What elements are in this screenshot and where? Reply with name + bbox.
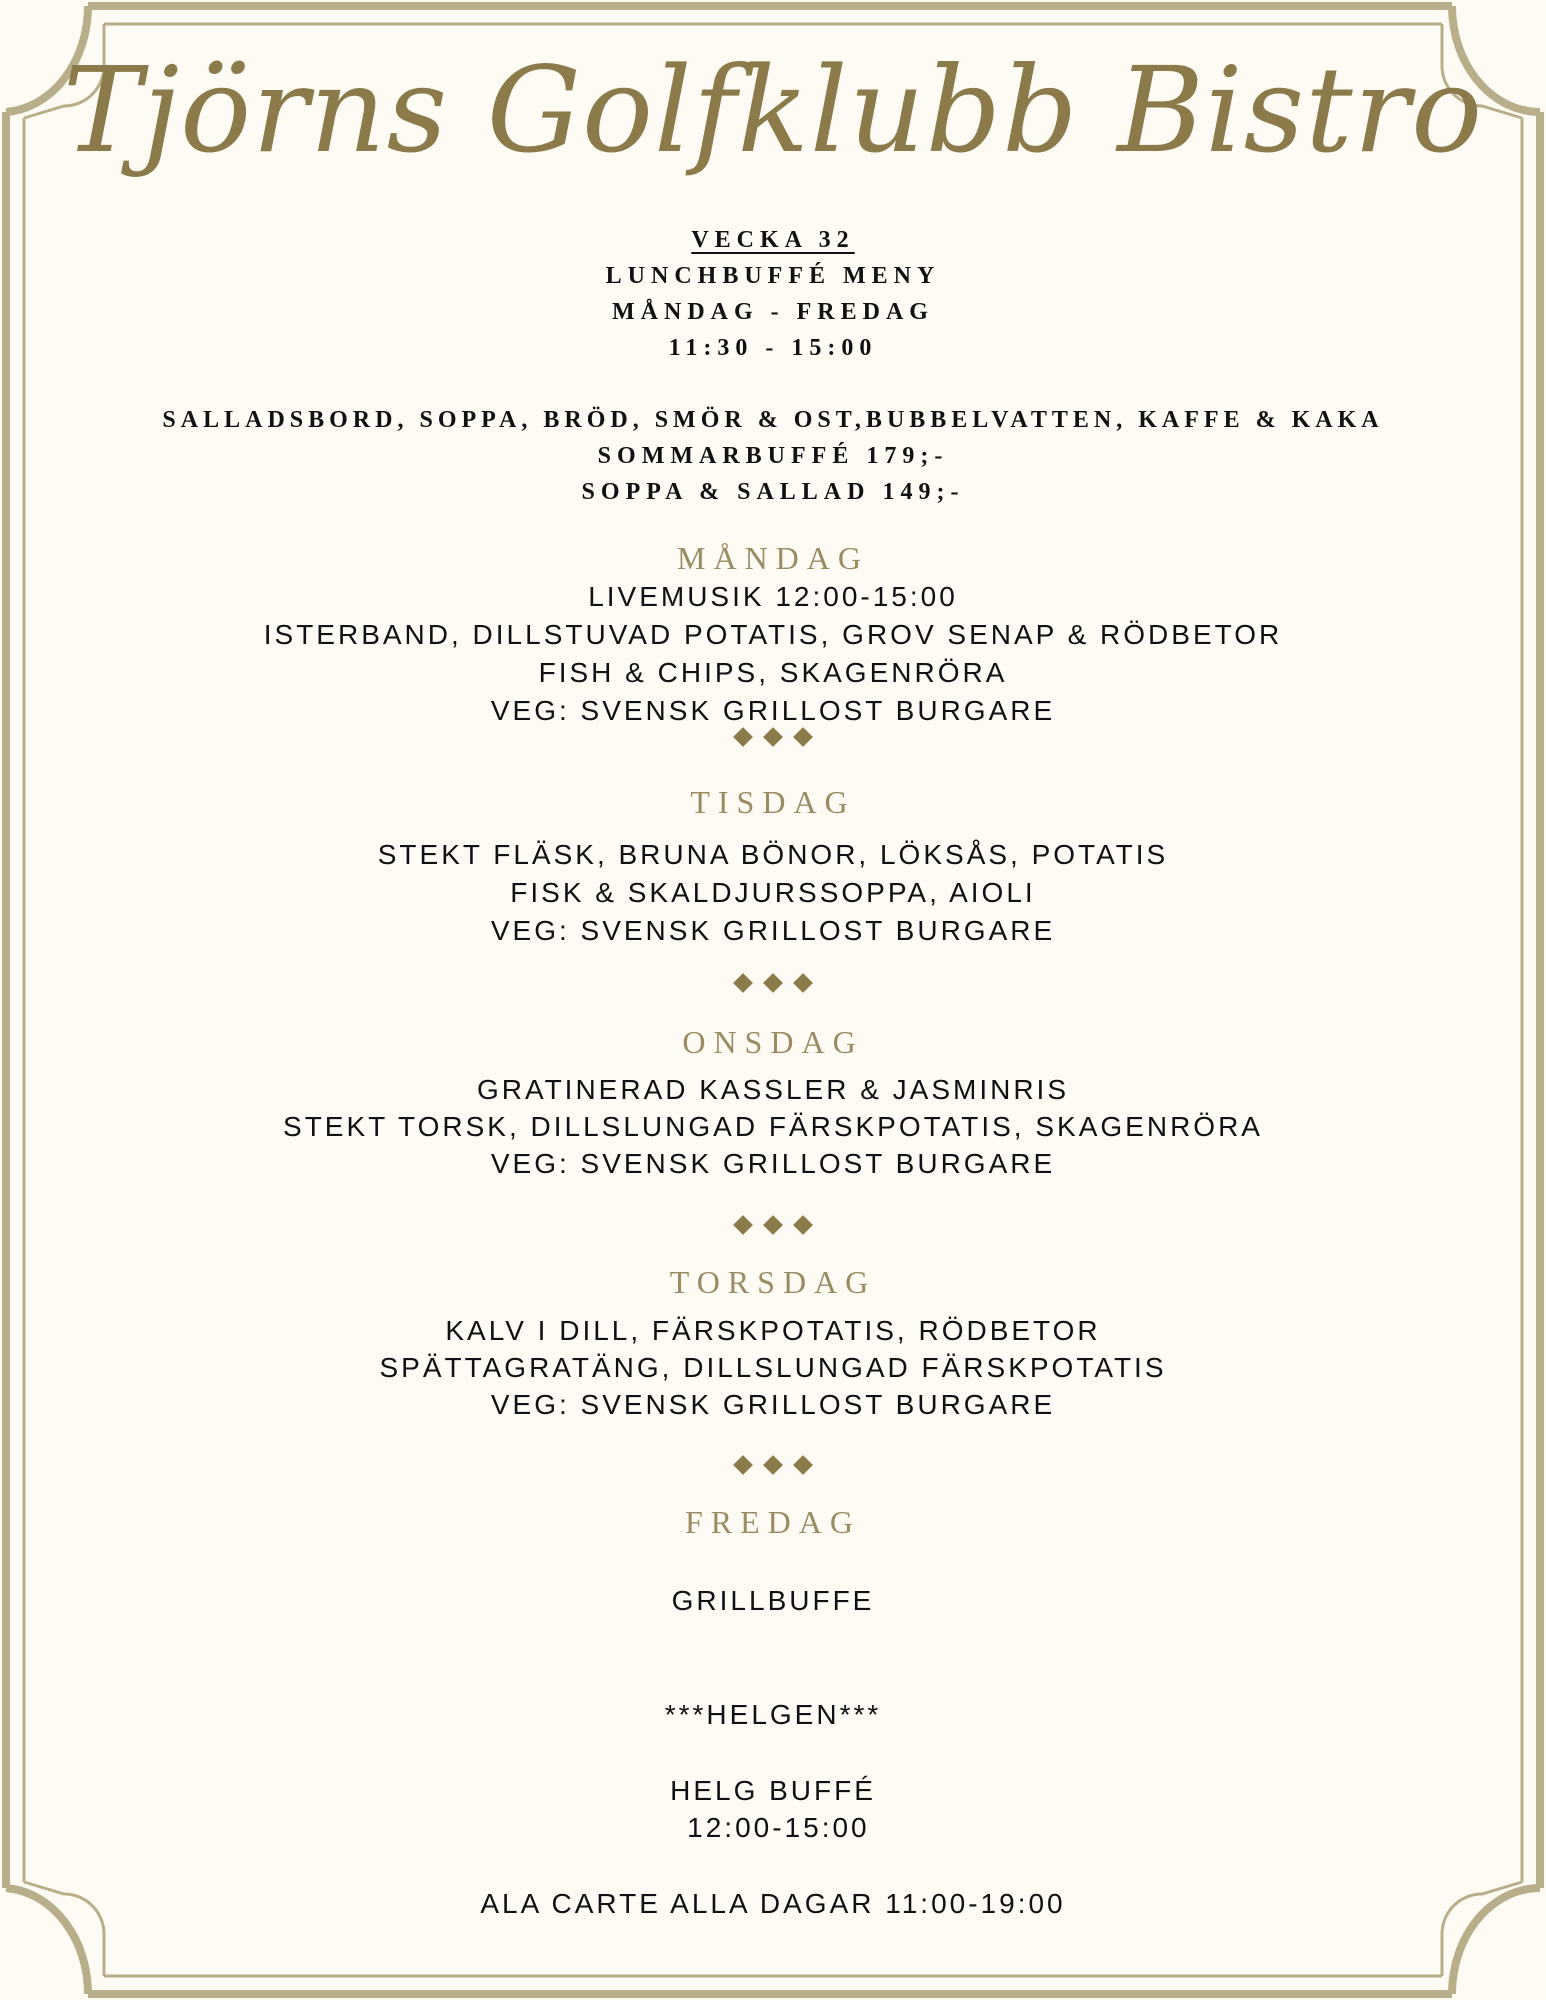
dish-item: VEG: SVENSK GRILLOST BURGARE <box>490 1389 1056 1420</box>
day-heading-fredag: FREDAG <box>684 1504 861 1540</box>
weekend-label: ***HELGEN*** <box>664 1699 882 1730</box>
price-summer: SOMMARBUFFÉ 179;- <box>597 443 949 469</box>
diamond-separator <box>0 1458 1546 1482</box>
dish-item: GRILLBUFFE <box>671 1585 875 1616</box>
diamond-icon <box>728 976 818 995</box>
dish-item: FISK & SKALDJURSSOPPA, AIOLI <box>510 877 1036 908</box>
menu-label: LUNCHBUFFÉ MENY <box>605 263 941 289</box>
time-label: 11:30 - 15:00 <box>668 335 878 361</box>
dish-item: STEKT FLÄSK, BRUNA BÖNOR, LÖKSÅS, POTATIS <box>377 839 1169 870</box>
diamond-icon <box>728 1218 818 1237</box>
alacarte-hours: ALA CARTE ALLA DAGAR 11:00-19:00 <box>480 1888 1066 1919</box>
dish-item: GRATINERAD KASSLER & JASMINRIS <box>476 1074 1070 1105</box>
days-label: MÅNDAG - FREDAG <box>612 299 934 325</box>
day-heading-tisdag: TISDAG <box>690 784 856 820</box>
diamond-separator <box>0 730 1546 754</box>
dish-item: KALV I DILL, FÄRSKPOTATIS, RÖDBETOR <box>445 1315 1101 1346</box>
diamond-icon <box>728 730 818 749</box>
dish-item: VEG: SVENSK GRILLOST BURGARE <box>490 915 1056 946</box>
dish-item: ISTERBAND, DILLSTUVAD POTATIS, GROV SENAP & RÖDBETOR <box>263 619 1283 650</box>
dish-item: VEG: SVENSK GRILLOST BURGARE <box>490 695 1056 726</box>
dish-item: SPÄTTAGRATÄNG, DILLSLUNGAD FÄRSKPOTATIS <box>379 1352 1167 1383</box>
dish-item: VEG: SVENSK GRILLOST BURGARE <box>490 1148 1056 1179</box>
day-heading-torsdag: TORSDAG <box>669 1264 877 1300</box>
diamond-separator <box>0 1218 1546 1242</box>
day-heading-onsdag: ONSDAG <box>682 1024 864 1060</box>
diamond-separator <box>0 976 1546 1000</box>
weekend-buffet-time: 12:00-15:00 <box>676 1812 870 1843</box>
includes-label: SALLADSBORD, SOPPA, BRÖD, SMÖR & OST,BUBBELVATTEN, KAFFE & KAKA <box>162 407 1384 433</box>
day-heading-mandag: MÅNDAG <box>677 540 869 576</box>
diamond-icon <box>728 1458 818 1477</box>
dish-item: LIVEMUSIK 12:00-15:00 <box>588 581 958 612</box>
dish-item: STEKT TORSK, DILLSLUNGAD FÄRSKPOTATIS, SKAGENRÖRA <box>283 1111 1263 1142</box>
price-soup: SOPPA & SALLAD 149;- <box>581 479 965 505</box>
week-label: VECKA 32 <box>691 227 855 253</box>
weekend-buffet: HELG BUFFÉ <box>670 1775 876 1806</box>
dish-item: FISH & CHIPS, SKAGENRÖRA <box>538 657 1008 688</box>
restaurant-title: Tjörns Golfklubb Bistro <box>62 41 1484 179</box>
